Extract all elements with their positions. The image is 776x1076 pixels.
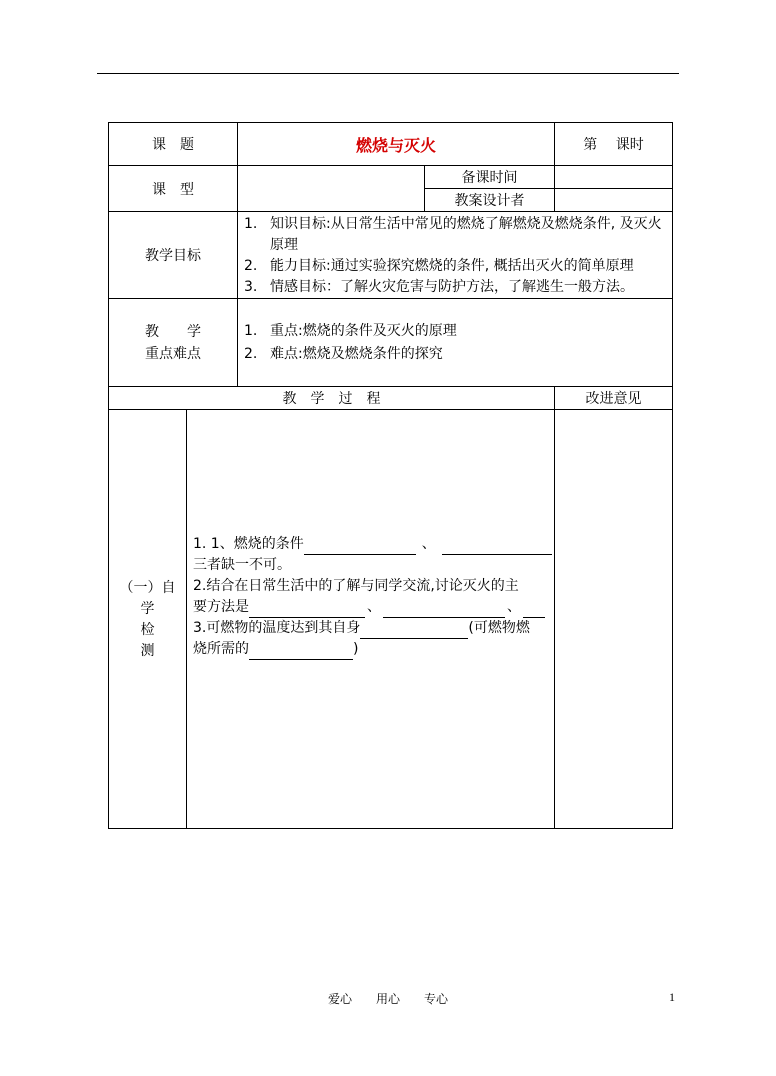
page-number: 1 bbox=[669, 990, 675, 1004]
question-3: 3.可燃物的温度达到其自身 (可燃物燃 bbox=[193, 618, 550, 639]
keypoints-label-line1: 教 学 bbox=[145, 323, 201, 340]
answer-blank[interactable] bbox=[304, 539, 416, 555]
designer-label: 教案设计者 bbox=[454, 193, 525, 209]
objectives-label: 教学目标 bbox=[145, 248, 201, 264]
keypoint-item: 1. 重点:燃烧的条件及灭火的原理 bbox=[244, 323, 457, 339]
prep-time-label: 备课时间 bbox=[461, 170, 518, 186]
objectives-content-cell bbox=[237, 211, 673, 299]
keypoints-label-line2: 重点难点 bbox=[145, 345, 201, 362]
section-label-line4: 测 bbox=[140, 643, 155, 659]
process-content-cell bbox=[186, 409, 555, 829]
objectives-label-cell bbox=[108, 211, 238, 299]
title-cell bbox=[237, 122, 555, 166]
suggestion-content-cell bbox=[554, 409, 673, 829]
section-label-line3: 检 bbox=[140, 622, 155, 638]
suggestion-header-label: 改进意见 bbox=[585, 391, 642, 407]
question-1: 1. 1、燃烧的条件 、 bbox=[193, 534, 550, 555]
question-3-continued: 烧所需的 ) bbox=[193, 639, 550, 660]
answer-blank[interactable] bbox=[249, 644, 353, 660]
answer-blank[interactable] bbox=[249, 602, 365, 618]
section-label-line1: （一）自 bbox=[119, 580, 176, 596]
question-2-continued: 要方法是 、 、 bbox=[193, 597, 550, 618]
answer-blank[interactable] bbox=[523, 602, 545, 618]
designer-value-cell bbox=[554, 188, 673, 212]
process-header-label: 教 学 过 程 bbox=[282, 391, 381, 407]
keypoints-label-cell bbox=[108, 298, 238, 387]
period-label: 第 课时 bbox=[583, 137, 644, 153]
prep-time-label-cell bbox=[424, 165, 555, 189]
keypoints-content-cell bbox=[237, 298, 673, 387]
question-2: 2.结合在日常生活中的了解与同学交流,讨论灭火的主 bbox=[193, 578, 519, 594]
period-cell bbox=[554, 122, 673, 166]
type-label-cell bbox=[108, 165, 238, 212]
prep-time-value-cell bbox=[554, 165, 673, 189]
suggestion-header-cell bbox=[554, 386, 673, 410]
lesson-label-cell bbox=[108, 122, 238, 166]
designer-label-cell bbox=[424, 188, 555, 212]
lesson-label: 课 题 bbox=[152, 137, 194, 153]
objective-item: 1. 知识目标:从日常生活中常见的燃烧了解燃烧及燃烧条件, 及灭火原理 bbox=[244, 216, 662, 253]
answer-blank[interactable] bbox=[360, 623, 468, 639]
answer-blank[interactable] bbox=[442, 539, 552, 555]
section-label-line2: 学 bbox=[140, 601, 155, 617]
type-label: 课 型 bbox=[152, 181, 194, 198]
process-header-cell bbox=[108, 386, 555, 410]
footer-motto: 爱心 用心 专心 bbox=[327, 992, 448, 1006]
type-value-cell bbox=[237, 165, 425, 212]
objectives-list bbox=[244, 214, 666, 298]
page-title: 燃烧与灭火 bbox=[355, 135, 436, 155]
header-rule bbox=[97, 73, 679, 74]
objective-item: 3. 情感目标：了解火灾危害与防护方法，了解逃生一般方法。 bbox=[244, 279, 634, 295]
question-1-continued: 三者缺一不可。 bbox=[193, 557, 291, 573]
keypoint-item: 2. 难点:燃烧及燃烧条件的探究 bbox=[244, 346, 443, 362]
section-label-cell bbox=[108, 409, 187, 829]
keypoints-list bbox=[244, 320, 666, 366]
answer-blank[interactable] bbox=[383, 602, 505, 618]
objective-item: 2. 能力目标:通过实验探究燃烧的条件, 概括出灭火的简单原理 bbox=[244, 258, 634, 274]
